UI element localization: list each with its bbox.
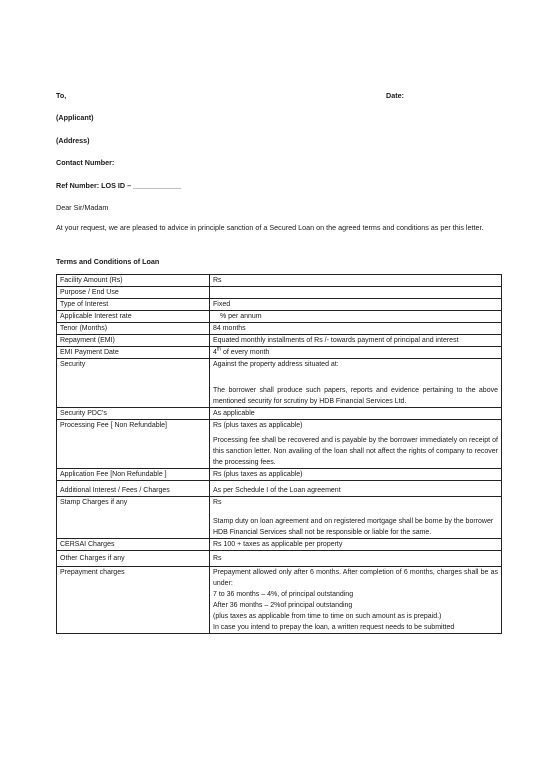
row-value — [210, 567, 502, 634]
emi-day: 4 — [213, 349, 217, 356]
security-line: Against the property address situated at: — [213, 361, 339, 368]
table-row — [57, 539, 502, 551]
row-value — [210, 497, 502, 539]
row-value: Fixed — [210, 299, 502, 311]
row-label: Type of Interest — [57, 299, 210, 311]
security-note: The borrower shall produce such papers, reports and evidence pertaining to the above mentioned security for scrutiny by HDB Financial Services Ltd. — [213, 387, 498, 405]
row-value: Rs — [210, 551, 502, 567]
salutation: Dear Sir/Madam — [56, 203, 109, 212]
row-label: Repayment (EMI) — [57, 335, 210, 347]
row-value: As applicable — [210, 408, 502, 420]
row-label: Tenor (Months) — [57, 323, 210, 335]
table-row — [57, 497, 502, 539]
table-row — [57, 481, 502, 497]
ref-line: Ref Number: LOS ID – ____________ — [56, 181, 182, 190]
table-row — [57, 420, 502, 469]
letter-header — [56, 91, 496, 100]
row-value — [210, 359, 502, 408]
row-value: 84 months — [210, 323, 502, 335]
prepayment-request: In case you intend to prepay the loan, a written request needs to be submitted — [213, 624, 455, 631]
prepayment-taxes: (plus taxes as applicable from time to time on such amount as is prepaid.) — [213, 613, 442, 620]
emi-day-rest: of every month — [221, 349, 270, 356]
row-value — [210, 287, 502, 299]
table-row — [57, 408, 502, 420]
row-value: Rs (plus taxes as applicable) — [210, 469, 502, 481]
row-label: Applicable Interest rate — [57, 311, 210, 323]
to-label: To, — [56, 91, 67, 100]
prepayment-tier-2: After 36 months – 2%of principal outstanding — [213, 602, 353, 609]
table-row — [57, 335, 502, 347]
row-value: As per Schedule I of the Loan agreement — [210, 481, 502, 497]
row-label: Application Fee [Non Refundable ] — [57, 469, 210, 481]
table-row — [57, 323, 502, 335]
row-label: Facility Amount (Rs) — [57, 275, 210, 287]
row-label: Additional Interest / Fees / Charges — [57, 481, 210, 497]
applicant-line: (Applicant) — [56, 113, 94, 122]
table-row — [57, 287, 502, 299]
stamp-line: Rs — [213, 499, 222, 506]
date-label: Date: — [386, 91, 404, 100]
row-label: Security — [57, 359, 210, 408]
stamp-liability: HDB Financial Services shall not be responsible or liable for the same. — [213, 529, 432, 536]
row-label: CERSAI Charges — [57, 539, 210, 551]
emi-day-suffix: th — [216, 346, 222, 353]
intro-paragraph: At your request, we are pleased to advice in principle sanction of a Secured Loan on the agreed terms and conditions as per this letter. — [56, 223, 484, 232]
row-value — [210, 347, 502, 359]
row-value — [210, 420, 502, 469]
processing-fee-note: Processing fee shall be recovered and is payable by the borrower immediately on receipt of this sanction letter. Non availing of the loan shall not affect the rights of company to recover the processing fees. — [213, 437, 498, 466]
table-row — [57, 311, 502, 323]
table-row — [57, 299, 502, 311]
row-value: % per annum — [210, 311, 502, 323]
table-row — [57, 347, 502, 359]
row-label: Security PDC's — [57, 408, 210, 420]
terms-heading: Terms and Conditions of Loan — [56, 257, 160, 266]
prepayment-tier-1: 7 to 36 months – 4%, of principal outstanding — [213, 591, 354, 598]
row-value: Equated monthly installments of Rs /- towards payment of principal and interest — [210, 335, 502, 347]
stamp-note: Stamp duty on loan agreement and on registered mortgage shall be borne by the borrower — [213, 518, 494, 525]
table-row — [57, 469, 502, 481]
row-label: Stamp Charges if any — [57, 497, 210, 539]
table-row — [57, 275, 502, 287]
table-row — [57, 551, 502, 567]
terms-table — [56, 274, 502, 634]
table-row — [57, 359, 502, 408]
row-label: EMI Payment Date — [57, 347, 210, 359]
row-label: Prepayment charges — [57, 567, 210, 634]
address-line: (Address) — [56, 136, 90, 145]
table-row — [57, 567, 502, 634]
contact-line: Contact Number: — [56, 158, 115, 167]
row-value: Rs — [210, 275, 502, 287]
row-label: Processing Fee [ Non Refundable] — [57, 420, 210, 469]
processing-fee-line: Rs (plus taxes as applicable) — [213, 422, 303, 429]
row-label: Other Charges if any — [57, 551, 210, 567]
prepayment-line: Prepayment allowed only after 6 months. After completion of 6 months, charges shall be as under: — [213, 569, 498, 587]
row-value: Rs 100 + taxes as applicable per property — [210, 539, 502, 551]
row-label: Purpose / End Use — [57, 287, 210, 299]
